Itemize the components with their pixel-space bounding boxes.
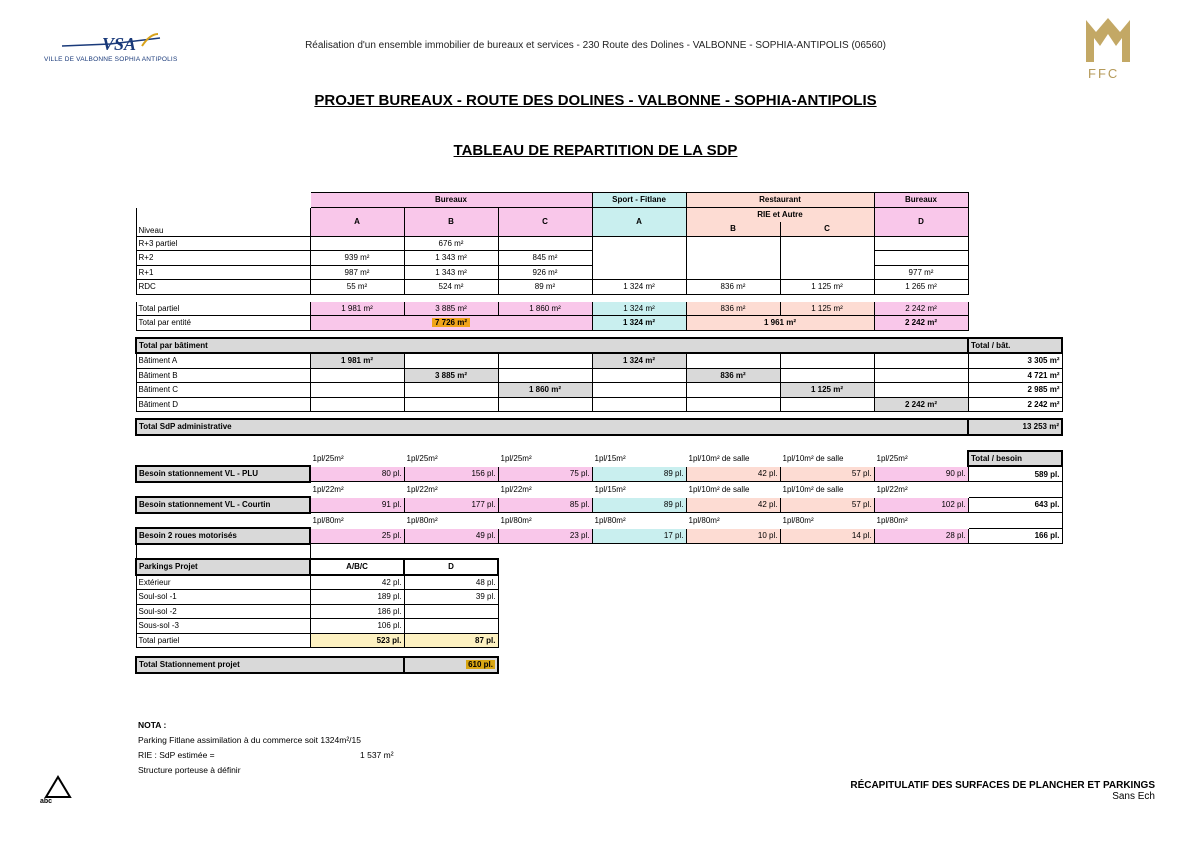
level-row: RDC 55 m² 524 m² 89 m² 1 324 m² 836 m² 1 125 m² 1 265 m² bbox=[136, 280, 1062, 295]
batiment-row: Bâtiment B 3 885 m² 836 m² 4 721 m² bbox=[136, 368, 1062, 383]
abc-logo bbox=[38, 775, 78, 819]
col-b: B bbox=[404, 207, 498, 236]
level-row: R+3 partiel 676 m² bbox=[136, 236, 1062, 251]
total-entite-row: Total par entité 7 726 m² 1 324 m² 1 961 m² 2 242 m² bbox=[136, 316, 1062, 331]
plu-row: Besoin stationnement VL - PLU 80 pl. 156 pl. 75 pl. 89 pl. 42 pl. 57 pl. 90 pl. 589 pl. bbox=[136, 466, 1062, 482]
niveau-label: Niveau bbox=[136, 207, 310, 236]
nota-line2-label: RIE : SdP estimée = bbox=[138, 750, 215, 760]
batiment-row: Bâtiment D 2 242 m² 2 242 m² bbox=[136, 397, 1062, 412]
courtin-row: Besoin stationnement VL - Courtin 91 pl. 177 pl. 85 pl. 89 pl. 42 pl. 57 pl. 102 pl. 643 pl. bbox=[136, 497, 1062, 513]
nota-line2 bbox=[138, 748, 394, 763]
recap-title: RÉCAPITULATIF DES SURFACES DE PLANCHER ET PARKINGS bbox=[850, 780, 1155, 791]
group-bureaux: Bureaux bbox=[310, 193, 592, 208]
parking-total-row: Total partiel 523 pl. 87 pl. bbox=[136, 633, 1062, 648]
parking-row: Extérieur 42 pl. 48 pl. bbox=[136, 575, 1062, 590]
group-header-row bbox=[136, 193, 1062, 208]
col-rie-b: B bbox=[686, 222, 780, 237]
moto-row: Besoin 2 roues motorisés 25 pl. 49 pl. 23 pl. 17 pl. 10 pl. 14 pl. 28 pl. 166 pl. bbox=[136, 528, 1062, 544]
nota-line1: Parking Fitlane assimilation à du commerce soit 1324m²/15 bbox=[138, 735, 361, 745]
col-a: A bbox=[310, 207, 404, 236]
col-rie-c: C bbox=[780, 222, 874, 237]
nota-title: NOTA : bbox=[138, 720, 167, 730]
batiment-row: Bâtiment C 1 860 m² 1 125 m² 2 985 m² bbox=[136, 383, 1062, 398]
moto-ratio-row: 1pl/80m² 1pl/80m² 1pl/80m² 1pl/80m² 1pl/80m² 1pl/80m² 1pl/80m² bbox=[136, 513, 1062, 529]
nota bbox=[138, 718, 394, 778]
batiment-header-row: Total par bâtiment Total / bât. bbox=[136, 338, 1062, 354]
stationnement-highlight: 610 pl. bbox=[468, 660, 493, 670]
level-row: R+2 939 m² 1 343 m² 845 m² bbox=[136, 251, 1062, 266]
footer-recap bbox=[850, 780, 1155, 802]
group-sport: Sport - Fitlane bbox=[592, 193, 686, 208]
col-c: C bbox=[498, 207, 592, 236]
col-rie: RIE et Autre bbox=[686, 207, 874, 222]
page-title: PROJET BUREAUX - ROUTE DES DOLINES - VALBONNE - SOPHIA-ANTIPOLIS bbox=[314, 92, 877, 109]
stationnement-row: Total Stationnement projet 610 pl. bbox=[136, 657, 1062, 673]
courtin-ratio-row: 1pl/22m² 1pl/22m² 1pl/22m² 1pl/15m² 1pl/10m² de salle 1pl/10m² de salle 1pl/22m² bbox=[136, 482, 1062, 498]
table-title: TABLEAU DE REPARTITION DE LA SDP bbox=[453, 142, 738, 159]
sdp-table bbox=[135, 192, 1063, 674]
parkings-projet-header: Parkings Projet A/B/C D bbox=[136, 559, 1062, 575]
parking-row: Sous-sol -3 106 pl. bbox=[136, 619, 1062, 634]
sdp-admin-row: Total SdP administrative 13 253 m² bbox=[136, 419, 1062, 435]
plu-ratio-row: 1pl/25m² 1pl/25m² 1pl/25m² 1pl/15m² 1pl/10m² de salle 1pl/10m² de salle 1pl/25m² Total / besoin bbox=[136, 451, 1062, 467]
total-bureaux-highlight: 7 726 m² bbox=[432, 318, 470, 327]
level-row: R+1 987 m² 1 343 m² 926 m² 977 m² bbox=[136, 265, 1062, 280]
parking-row: Soul-sol -2 186 pl. bbox=[136, 604, 1062, 619]
abc-logo-text: abc bbox=[40, 798, 53, 805]
nota-line3: Structure porteuse à définir bbox=[138, 765, 241, 775]
svg-text:VSA: VSA bbox=[102, 34, 137, 54]
ffc-logo-text: FFC bbox=[1088, 66, 1120, 81]
nota-line2-value: 1 537 m² bbox=[360, 750, 394, 760]
recap-scale: Sans Ech bbox=[1112, 791, 1155, 802]
project-subtitle: Réalisation d'un ensemble immobilier de bureaux et services - 230 Route des Dolines - VALBONNE - SOPHIA-ANTIPOLIS (06560) bbox=[305, 40, 886, 51]
group-bureaux-d: Bureaux bbox=[874, 193, 968, 208]
ffc-logo bbox=[1082, 14, 1134, 82]
batiment-row: Bâtiment A 1 981 m² 1 324 m² 3 305 m² bbox=[136, 353, 1062, 368]
valbonne-logo-text: VILLE DE VALBONNE SOPHIA ANTIPOLIS bbox=[44, 56, 178, 63]
total-partiel-row: Total partiel 1 981 m² 3 885 m² 1 860 m² 1 324 m² 836 m² 1 125 m² 2 242 m² bbox=[136, 301, 1062, 316]
col-d: D bbox=[874, 207, 968, 236]
column-header-row bbox=[136, 207, 1062, 222]
col-sport-a: A bbox=[592, 207, 686, 236]
group-restaurant: Restaurant bbox=[686, 193, 874, 208]
parking-row: Soul-sol -1 189 pl. 39 pl. bbox=[136, 590, 1062, 605]
